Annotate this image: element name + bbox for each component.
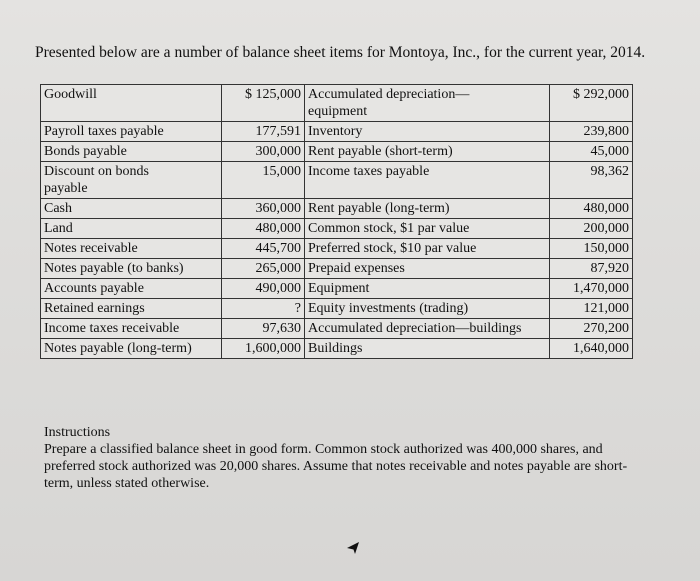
item-name: Common stock, $1 par value [305,219,550,239]
item-name: Income taxes payable [305,162,550,199]
item-amount: 265,000 [222,259,305,279]
table-row [41,142,633,162]
item-amount: 360,000 [222,199,305,219]
item-amount: 1,600,000 [222,339,305,359]
item-name: Rent payable (short-term) [305,142,550,162]
item-name: Discount on bonds payable [41,162,222,199]
table-row [41,279,633,299]
item-amount: 239,800 [550,122,633,142]
item-amount: 300,000 [222,142,305,162]
item-amount: 480,000 [550,199,633,219]
item-amount: 490,000 [222,279,305,299]
item-name: Equity investments (trading) [305,299,550,319]
item-amount: 445,700 [222,239,305,259]
table-row [41,219,633,239]
item-name: Buildings [305,339,550,359]
balance-sheet-items-table [40,84,633,359]
table-row [41,339,633,359]
item-name: Accumulated depreciation— equipment [305,85,550,122]
item-name: Inventory [305,122,550,142]
table-row [41,122,633,142]
instructions-heading: Instructions [44,425,111,440]
intro-text: Presented below are a number of balance sheet items for Montoya, Inc., for the current year, 2014. [35,44,646,61]
item-amount: 97,630 [222,319,305,339]
item-amount: 150,000 [550,239,633,259]
item-name: Accumulated depreciation—buildings [305,319,550,339]
item-name: Cash [41,199,222,219]
item-name: Land [41,219,222,239]
item-name: Notes receivable [41,239,222,259]
table-row [41,85,633,122]
item-name: Bonds payable [41,142,222,162]
item-name: Income taxes receivable [41,319,222,339]
table-row [41,299,633,319]
item-name: Notes payable (long-term) [41,339,222,359]
item-name: Preferred stock, $10 par value [305,239,550,259]
instructions-block [44,424,654,492]
item-amount: 200,000 [550,219,633,239]
table-row [41,259,633,279]
item-name: Goodwill [41,85,222,122]
table-row [41,199,633,219]
item-amount: 98,362 [550,162,633,199]
item-name: Rent payable (long-term) [305,199,550,219]
table-row [41,162,633,199]
item-name: Retained earnings [41,299,222,319]
item-amount: $ 292,000 [550,85,633,122]
instructions-body: Prepare a classified balance sheet in good form. Common stock authorized was 400,000 shares, and preferred stock authorized was 20,000 shares. Assume that notes receivable and notes payable are short-term, unless stated otherwise. [44,442,628,491]
item-name: Notes payable (to banks) [41,259,222,279]
table-row [41,239,633,259]
item-amount: 177,591 [222,122,305,142]
item-name: Accounts payable [41,279,222,299]
item-name: Payroll taxes payable [41,122,222,142]
item-amount: ? [222,299,305,319]
item-amount: 1,640,000 [550,339,633,359]
item-amount: 45,000 [550,142,633,162]
item-amount: $ 125,000 [222,85,305,122]
item-name: Equipment [305,279,550,299]
item-amount: 121,000 [550,299,633,319]
item-amount: 15,000 [222,162,305,199]
item-amount: 270,200 [550,319,633,339]
item-amount: 480,000 [222,219,305,239]
table-row [41,319,633,339]
item-amount: 87,920 [550,259,633,279]
mouse-cursor-icon [346,541,360,555]
item-name: Prepaid expenses [305,259,550,279]
item-amount: 1,470,000 [550,279,633,299]
